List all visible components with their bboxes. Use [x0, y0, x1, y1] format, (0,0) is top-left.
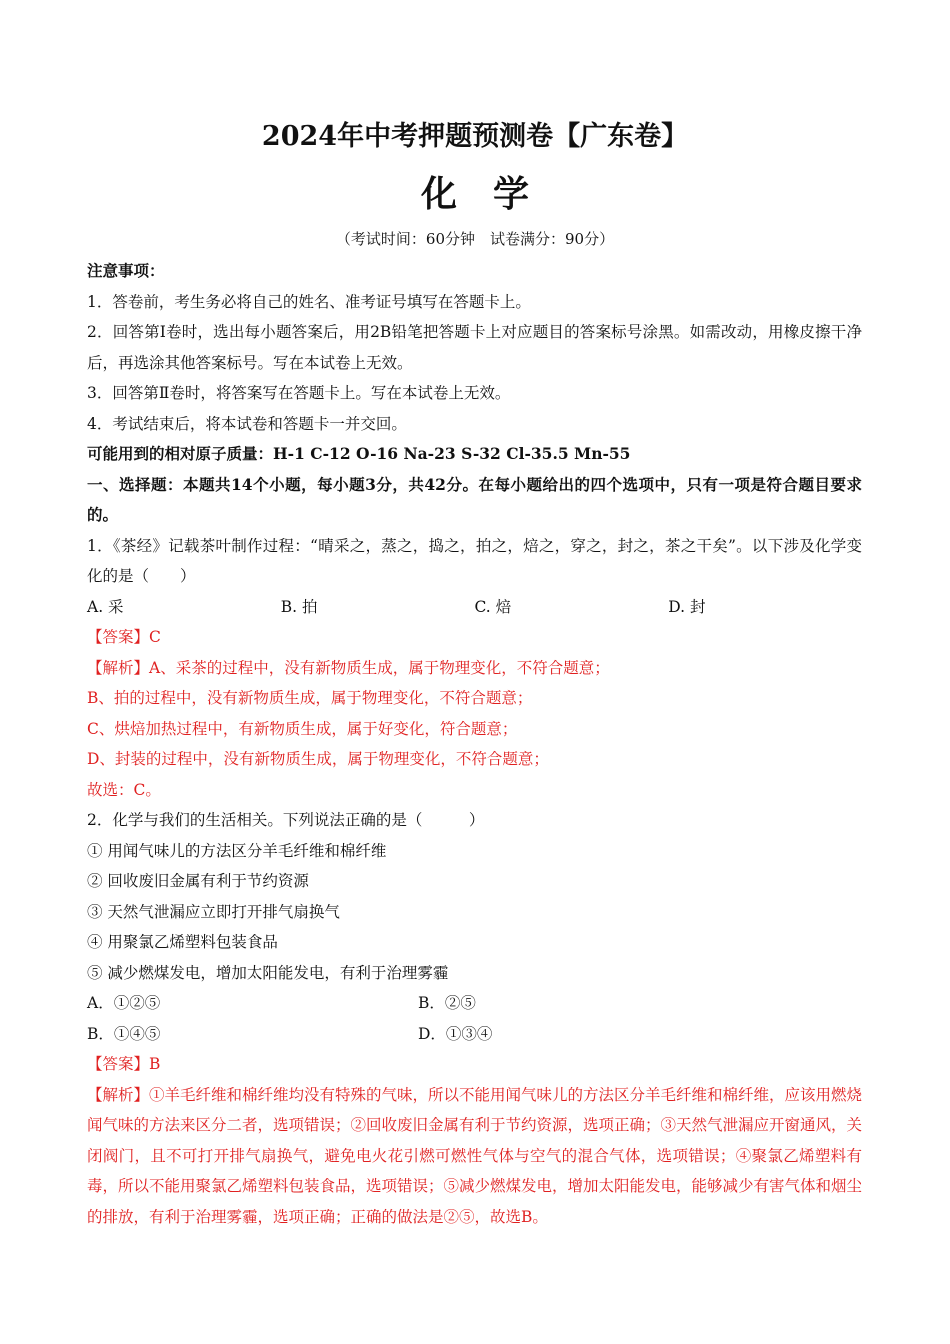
option-a: A．①②⑤: [87, 994, 161, 1012]
question-1-analysis-line: 【解析】A、采茶的过程中，没有新物质生成，属于物理变化，不符合题意；: [87, 658, 610, 677]
exam-info: （考试时间：60分钟 试卷满分：90分）: [335, 230, 615, 248]
note-item: 3．回答第Ⅱ卷时，将答案写在答题卡上。写在本试卷上无效。: [87, 384, 511, 402]
question-2-statement: ② 回收废旧金属有利于节约资源: [87, 872, 309, 890]
question-2-statement: ① 用闻气味儿的方法区分羊毛纤维和棉纤维: [87, 841, 387, 860]
note-item: 4．考试结束后，将本试卷和答题卡一并交回。: [87, 414, 407, 433]
question-2-statement: ④ 用聚氯乙烯塑料包装食品: [87, 933, 278, 951]
question-2-statement: ③ 天然气泄漏应立即打开排气扇换气: [87, 902, 340, 921]
question-2-stem: 2．化学与我们的生活相关。下列说法正确的是（ ）: [87, 811, 485, 829]
option-a: A. 采: [87, 597, 124, 616]
section-heading: 一、选择题：本题共14个小题，每小题3分，共42分。在每小题给出的四个选项中，只有一项是符合题目要求的。: [87, 474, 862, 524]
question-1-analysis-line: C、烘焙加热过程中，有新物质生成，属于好变化，符合题意；: [87, 719, 518, 738]
question-1-analysis-line: D、封装的过程中，没有新物质生成，属于物理变化，不符合题意；: [87, 750, 549, 768]
note-item: 1．答卷前，考生务必将自己的姓名、准考证号填写在答题卡上。: [87, 292, 531, 311]
option-c: C. 焙: [474, 597, 512, 616]
subject-title: 化学: [420, 173, 565, 215]
option-d: D．①③④: [418, 1024, 493, 1043]
page-title: 2024年中考押题预测卷【广东卷】: [261, 121, 689, 152]
question-1-options: [87, 592, 862, 623]
question-2-answer: 【答案】B: [87, 1055, 161, 1073]
question-2-analysis: 【解析】①羊毛纤维和棉纤维均没有特殊的气味，所以不能用闻气味儿的方法区分羊毛纤维和棉纤维，应该用燃烧闻气味的方法来区分二者，选项错误；②回收废旧金属有利于节约资源，选项正确；③天然气泄漏应开窗通风，关闭阀门，且不可打开排气扇换气，避免电火花引燃可燃性气体与空气的混合气体，选项错误；④聚氯乙烯塑料有毒，所以不能用聚氯乙烯塑料包装食品，选项错误；⑤减少燃煤发电，增加太阳能发电，能够减少有害气体和烟尘的排放，有利于治理雾霾，选项正确；正确的做法是②⑤，故选B。: [87, 1085, 863, 1226]
question-1-answer: 【答案】C: [87, 628, 161, 646]
question-2-statement: ⑤ 减少燃煤发电，增加太阳能发电，有利于治理雾霾: [87, 963, 449, 982]
option-b: B．②⑤: [418, 994, 476, 1012]
note-item: 2．回答第Ⅰ卷时，选出每小题答案后，用2B铅笔把答题卡上对应题目的答案标号涂黑。如需改动，用橡皮擦干净后，再选涂其他答案标号。写在本试卷上无效。: [87, 323, 862, 372]
question-1-stem: 1．《茶经》记载茶叶制作过程：“晴采之，蒸之，捣之，拍之，焙之，穿之，封之，茶之干矣”。以下涉及化学变化的是（ ）: [87, 536, 862, 585]
atomic-mass-line: 可能用到的相对原子质量：H-1 C-12 O-16 Na-23 S-32 Cl-35.5 Mn-55: [87, 444, 631, 463]
question-1-analysis-line: 故选：C。: [87, 780, 161, 799]
option-b-second: B．①④⑤: [87, 1024, 161, 1043]
question-2-options-row: [87, 1019, 862, 1050]
question-1-analysis-line: B、拍的过程中，没有新物质生成，属于物理变化，不符合题意；: [87, 689, 533, 707]
document-body: [87, 256, 862, 1232]
option-b: B. 拍: [280, 597, 318, 616]
question-2-options-row: [87, 988, 862, 1019]
option-d: D. 封: [668, 597, 706, 616]
notes-heading: 注意事项：: [87, 261, 165, 280]
